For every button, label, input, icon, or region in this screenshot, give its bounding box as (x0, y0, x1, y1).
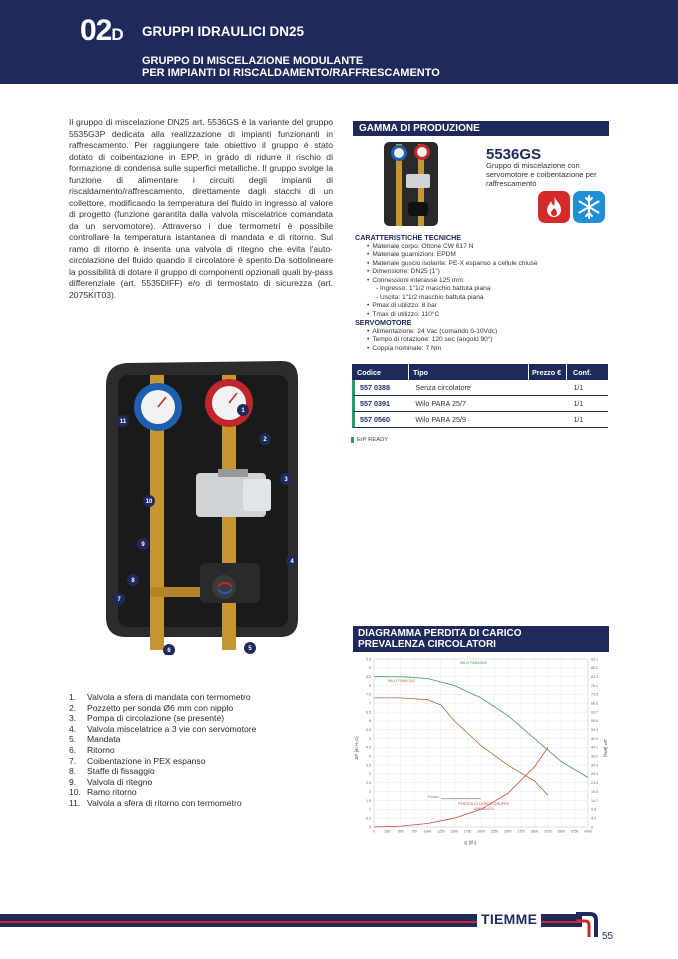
list-item: 9. Valvola di ritegno (69, 776, 153, 787)
y-tick-label: 4.5 (366, 745, 371, 750)
y-tick-label: 2 (369, 789, 371, 794)
x-tick-label: 3250 (544, 829, 552, 834)
y-right-tick-label: 88.2 (591, 666, 598, 671)
x-tick-label: 500 (397, 829, 404, 834)
y-right-tick-label: 58.8 (591, 719, 598, 724)
list-item: 6. Ritorno (69, 744, 115, 755)
y-right-tick-label: 24.5 (591, 781, 598, 786)
spec-item: • Materiale guscio isolante: PE-X espanso a cellule chiuse (367, 260, 609, 269)
spec-item: - Uscita: 1"1/2 maschio battuta piana (376, 293, 484, 301)
label-perdita-1: PERDITA DI CARICO GRUPPO (458, 802, 510, 806)
y-right-tick-label: 0 (591, 825, 593, 830)
brand-logo: TIEMME (477, 911, 541, 927)
y-right-tick-label: 63.7 (591, 710, 598, 715)
product-code: 5536GS (486, 146, 542, 163)
list-item: 1. Valvola a sfera di mandata con termometro (69, 692, 251, 702)
callout-8: 8 (131, 578, 135, 584)
x-tick-label: 0 (373, 829, 375, 834)
y-right-tick-label: 4.9 (591, 816, 596, 821)
y-right-tick-label: 53.9 (591, 728, 598, 733)
table-row: 557 0560 Wilo PARA 25/9 1/1 (352, 412, 608, 428)
y-tick-label: 3.5 (366, 763, 371, 768)
product-photo (98, 355, 310, 655)
callout-3: 3 (284, 477, 288, 483)
product-thumbnail (382, 140, 440, 228)
callout-1: 1 (241, 408, 245, 414)
list-item: 2. Pozzetto per sonda Ø6 mm con nipplo (69, 702, 234, 713)
heating-flame-icon (538, 191, 570, 223)
y-right-tick-label: 14.7 (591, 798, 598, 803)
page-number: 55 (602, 931, 614, 942)
label-perdita-2: IDRAULICO (474, 807, 494, 811)
x-tick-label: 4000 (584, 829, 592, 834)
y-tick-label: 0.5 (366, 816, 371, 821)
table-row: 557 0391 Wilo PARA 25/7 1/1 (352, 396, 608, 412)
y-tick-label: 6 (369, 719, 371, 724)
diagram-section-title: DIAGRAMMA PERDITA DI CARICO PREVALENZA CIRCOLATORI (353, 626, 609, 652)
col-prezzo: Prezzo € (529, 364, 567, 380)
table-header (352, 364, 608, 380)
erp-ready-badge: ErP READY (351, 437, 388, 443)
y-tick-label: 9 (369, 666, 371, 671)
x-tick-label: 1750 (463, 829, 472, 834)
spec-item: • Tempo di rotazione: 120 sec (angolo 90°) (367, 336, 609, 345)
page-subtitle: GRUPPO DI MISCELAZIONE MODULANTE PER IMPIANTI DI RISCALDAMENTO/RAFFRESCAMENTO (142, 55, 440, 79)
label-flusso: Flusso (428, 795, 439, 799)
callout-11: 11 (119, 419, 127, 425)
x-tick-label: 750 (411, 829, 417, 834)
y-tick-label: 7.5 (366, 692, 371, 697)
col-tipo: Tipo (409, 364, 529, 380)
spec-item: • Pmax di utilizzo: 8 bar (367, 302, 609, 311)
y-right-tick-label: 93.1 (591, 657, 598, 662)
product-table (352, 364, 608, 428)
y-right-tick-label: 78.4 (591, 683, 598, 688)
brand-mark-icon (576, 911, 598, 937)
callout-2: 2 (263, 437, 267, 443)
y-tick-label: 9.5 (366, 657, 371, 662)
y-tick-label: 2.5 (366, 781, 371, 786)
y-right-tick-label: 44.1 (591, 745, 598, 750)
col-codice: Codice (352, 364, 409, 380)
list-item: 3. Pompa di circolazione (se presente) (69, 713, 225, 724)
spec-item: • Materiale corpo: Ottone CW 617 N (367, 243, 609, 252)
x-tick-label: 1250 (437, 829, 445, 834)
y-tick-label: 0 (369, 825, 371, 830)
y-right-tick-label: 29.4 (591, 772, 598, 777)
x-tick-label: 1500 (450, 829, 459, 834)
y-tick-label: 1 (369, 807, 371, 812)
intro-paragraph: Il gruppo di miscelazione DN25 art. 5536GS è la variante del gruppo 5535G3P dedicata alla realizzazione di impianti funzionanti in raffrescamento. Per raggiungere tale obiettivo il gruppo è stato dotato di coibentazione in EPP, in grado di ridurre il rischio di formazione di condensa sulle superfici metalliche. Il gruppo svolge la funzione di alimentare i circuiti degli impianti di riscaldamento/raffrescamento, direttamente dagli stacchi di un collettore, modificando la temperatura del fluido in ingresso al valore di progetto (funzione garantita dalla valvola miscelatrice comandata da un servomotore). Attraverso i due termometri è possibile controllare la temperatura istantanea di mandata e di ritorno. Sul ramo di ritorno è inserita una valvola di ritegno che evita l'auto-circolazione del fluido quando il circolatore è spento.Da sottolineare la possibilità di dotare il gruppo di componenti opzionali quali by-pass differenziale (art. 5535DIFF) e/o di termostato di sicurezza (art. 2075KIT03). (69, 117, 333, 300)
y-right-tick-label: 9.8 (591, 807, 596, 812)
x-tick-label: 2000 (477, 829, 485, 834)
y-tick-label: 7 (369, 701, 371, 706)
callout-7: 7 (117, 597, 121, 603)
callout-6: 6 (167, 648, 171, 654)
x-tick-label: 2750 (517, 829, 525, 834)
y-tick-label: 5 (369, 736, 371, 741)
x-tick-label: 3500 (557, 829, 566, 834)
chart-x-label: Q [l/h] (463, 840, 477, 845)
list-item: 4. Valvola miscelatrice a 3 vie con servomotore (69, 723, 257, 734)
x-tick-label: 250 (384, 829, 391, 834)
list-item: 11. Valvola a sfera di ritorno con termometro (69, 797, 242, 808)
technical-specs (355, 234, 609, 353)
y-right-tick-label: 39.2 (591, 754, 598, 759)
y-right-tick-label: 34.3 (591, 763, 598, 768)
page-header (0, 0, 678, 84)
spec-item: • Connessioni interasse 125 mm: (367, 277, 609, 286)
x-tick-label: 2250 (490, 829, 499, 834)
chart-x-ticks (373, 830, 592, 834)
x-tick-label: 3000 (530, 829, 539, 834)
x-tick-label: 1000 (423, 829, 432, 834)
spec-item: • Tmax di utilizzo: 110°C (367, 311, 609, 320)
label-wilo-25-9: WILO PARA25/9 (460, 661, 487, 665)
x-tick-label: 3750 (570, 829, 579, 834)
y-tick-label: 5.5 (366, 728, 371, 733)
label-wilo-25-7: WILO PARA 25/7 (388, 679, 416, 683)
y-tick-label: 8 (369, 683, 371, 688)
spec-item: • Alimentazione: 24 Vac (comando 0-10Vdc) (367, 328, 609, 337)
cooling-snowflake-icon (573, 191, 605, 223)
y-right-tick-label: 19.6 (591, 789, 598, 794)
chart-y-label: ΔP [m H₂O] (354, 736, 359, 760)
chart-y-right-label: ΔP [kPa] (603, 739, 608, 757)
x-tick-label: 2500 (503, 829, 512, 834)
y-right-tick-label: 49.0 (591, 736, 598, 741)
col-conf: Conf. (573, 367, 592, 377)
y-right-tick-label: 83.3 (591, 674, 598, 679)
y-right-tick-label: 68.6 (591, 701, 598, 706)
list-item: 10. Ramo ritorno (69, 787, 137, 798)
y-tick-label: 3 (369, 772, 371, 777)
table-row: 557 0388 Senza circolatore 1/1 (352, 380, 608, 396)
callout-4: 4 (290, 559, 294, 565)
chart-y-ticks (366, 657, 371, 829)
specs-title: CARATTERISTICHE TECNICHE (355, 233, 462, 242)
spec-item: • Coppia nominale: 7 Nm (367, 345, 609, 354)
servo-title: SERVOMOTORE (355, 318, 412, 327)
product-description: Gruppo di miscelazione con servomotore e coibentazione per raffrescamento (486, 161, 597, 188)
spec-item: • Materiale guarnizioni: EPDM (367, 251, 609, 260)
chapter-number: 02D (80, 14, 123, 47)
y-tick-label: 8.5 (366, 674, 371, 679)
callout-10: 10 (145, 499, 153, 505)
y-tick-label: 1.5 (366, 798, 371, 803)
callout-9: 9 (141, 542, 145, 548)
callout-5: 5 (248, 646, 252, 652)
component-legend (69, 692, 256, 809)
list-item: 7. Coibentazione in PEX espanso (69, 755, 206, 766)
spec-item: - Ingresso: 1"1/2 maschio battuta piana (376, 285, 491, 292)
page-title: GRUPPI IDRAULICI DN25 (142, 24, 305, 39)
chart-y-right-ticks (591, 657, 598, 829)
gamma-section-title: GAMMA DI PRODUZIONE (353, 121, 609, 136)
spec-item: • Dimensione: DN25 (1") (367, 268, 609, 277)
pressure-loss-chart (352, 653, 610, 847)
y-tick-label: 6.5 (366, 710, 371, 715)
y-tick-label: 4 (369, 754, 371, 759)
list-item: 5. Mandata (69, 734, 121, 745)
y-right-tick-label: 73.5 (591, 692, 598, 697)
list-item: 8. Staffe di fissaggio (69, 766, 155, 777)
